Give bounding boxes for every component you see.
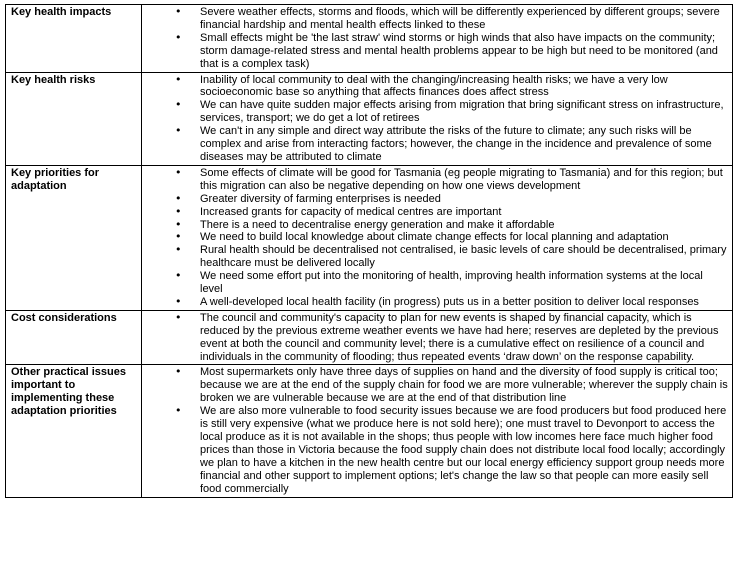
table-row	[6, 5, 733, 73]
row-content	[142, 310, 733, 365]
row-content	[142, 165, 733, 310]
bullet-list	[147, 167, 728, 309]
row-heading: Other practical issues important to implementing these adaptation priorities	[6, 365, 142, 497]
bullet-item: • There is a need to decentralise energy generation and make it affordable	[175, 219, 728, 232]
bullet-list	[147, 74, 728, 164]
table-body	[6, 5, 733, 498]
row-content	[142, 72, 733, 165]
row-heading: Cost considerations	[6, 310, 142, 365]
bullet-item: • A well-developed local health facility (in progress) puts us in a better position to deliver local responses	[175, 296, 728, 309]
table-row	[6, 72, 733, 165]
bullet-item: • Some effects of climate will be good for Tasmania (eg people migrating to Tasmania) and for this region; but this migration can also be negative depending on how one views development	[175, 167, 728, 193]
bullet-item: • Greater diversity of farming enterprises is needed	[175, 193, 728, 206]
bullet-list	[147, 6, 728, 71]
row-content	[142, 5, 733, 73]
table-row	[6, 165, 733, 310]
row-heading: Key priorities for adaptation	[6, 165, 142, 310]
adaptation-table	[5, 4, 733, 498]
row-heading: Key health impacts	[6, 5, 142, 73]
bullet-list	[147, 312, 728, 364]
row-heading: Key health risks	[6, 72, 142, 165]
bullet-item: • We are also more vulnerable to food security issues because we are food producers but food produced here is still very expensive (what we produce here is not sold here); one must travel to Devonport to access the local produce as it is not available in the shops; thus people with low incomes here face much higher food prices than those in Victoria because the food supply chain does not distribute local food locally; accordingly we plan to have a kitchen in the new health centre but our local energy efficiency support group needs more financial and other support to implement options; let's change the law so that people can more easily sell food commercially	[175, 405, 728, 495]
bullet-item: • The council and community's capacity to plan for new events is shaped by financial capacity, which is reduced by the previous extreme weather events we have had here; reserves are depleted by the previous event at both the council and community level; there is a cumulative effect on resilience of a council and individuals in the community of flooding; thus repeated events ‘draw down’ on the response capability.	[175, 312, 728, 364]
bullet-item: • We can't in any simple and direct way attribute the risks of the future to climate; any such risks will be complex and arise from interacting factors; however, the change in the incidence and prevalence of some diseases may be attributed to climate	[175, 125, 728, 164]
bullet-item: • We need some effort put into the monitoring of health, improving health information systems at the local level	[175, 270, 728, 296]
bullet-item: • Most supermarkets only have three days of supplies on hand and the diversity of food supply is critical too; because we are at the end of the supply chain for food we are more vulnerable; wherever the supply chain is broken we are vulnerable because we are at the end of that distribution line	[175, 366, 728, 405]
bullet-item: • We need to build local knowledge about climate change effects for local planning and adaptation	[175, 231, 728, 244]
row-content	[142, 365, 733, 497]
bullet-list	[147, 366, 728, 495]
table-row	[6, 365, 733, 497]
bullet-item: • Increased grants for capacity of medical centres are important	[175, 206, 728, 219]
bullet-item: • Inability of local community to deal with the changing/increasing health risks; we have a very low socioeconomic base so anything that affects finances does affect stress	[175, 74, 728, 100]
bullet-item: • We can have quite sudden major effects arising from migration that bring significant stress on infrastructure, services, transport; we do get a lot of retirees	[175, 99, 728, 125]
bullet-item: • Severe weather effects, storms and floods, which will be differently experienced by different groups; severe financial hardship and mental health effects linked to these	[175, 6, 728, 32]
table-row	[6, 310, 733, 365]
bullet-item: • Small effects might be 'the last straw' wind storms or high winds that also have impacts on the community; storm damage-related stress and mental health problems appear to be high but need to be monitored (and that is a complex task)	[175, 32, 728, 71]
bullet-item: • Rural health should be decentralised not centralised, ie basic levels of care should be decentralised, primary healthcare must be delivered locally	[175, 244, 728, 270]
